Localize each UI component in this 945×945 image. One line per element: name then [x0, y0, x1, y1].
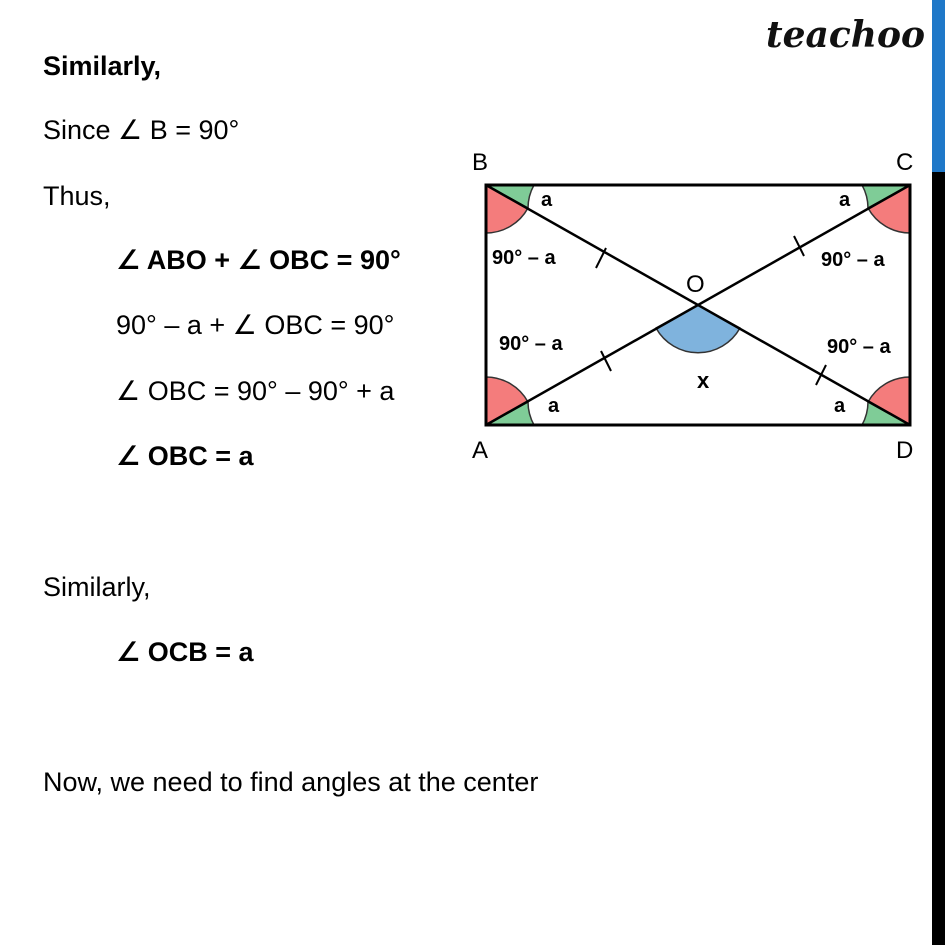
- result-ocb: ∠ OCB = a: [116, 637, 254, 667]
- text-thus: Thus,: [43, 181, 111, 211]
- angle-d-small-label: a: [834, 395, 846, 417]
- vertex-d-label: D: [896, 437, 914, 464]
- vertex-a-label: A: [472, 437, 489, 464]
- sidebar-blue-block: [932, 0, 945, 172]
- angle-d-big-label: 90° – a: [827, 336, 891, 358]
- angle-center-label: x: [697, 368, 710, 393]
- vertex-c-label: C: [896, 149, 914, 176]
- angle-b-big-label: 90° – a: [492, 247, 556, 269]
- equation-abo-obc: ∠ ABO + ∠ OBC = 90°: [116, 245, 401, 275]
- angle-a-small-label: a: [548, 395, 560, 417]
- tick-od: [816, 365, 826, 385]
- angle-center-sector: [656, 305, 740, 353]
- right-edge-bar: [928, 0, 945, 945]
- teachoo-logo: teachoo: [766, 14, 925, 56]
- vertex-o-label: O: [686, 271, 705, 298]
- text-similarly: Similarly,: [43, 572, 151, 602]
- heading-similarly: Similarly,: [43, 51, 162, 81]
- text-since-b: Since ∠ B = 90°: [43, 115, 240, 145]
- text-now-center: Now, we need to find angles at the center: [43, 767, 539, 797]
- angle-c-small-label: a: [839, 189, 851, 211]
- angle-b-small-label: a: [541, 189, 553, 211]
- equation-substitute: 90° – a + ∠ OBC = 90°: [116, 310, 395, 340]
- equation-obc-solve: ∠ OBC = 90° – 90° + a: [116, 376, 395, 406]
- angle-c-big-label: 90° – a: [821, 249, 885, 271]
- sidebar-black-block: [932, 172, 945, 945]
- angle-a-big-label: 90° – a: [499, 333, 563, 355]
- vertex-b-label: B: [472, 149, 489, 176]
- result-obc: ∠ OBC = a: [116, 441, 254, 471]
